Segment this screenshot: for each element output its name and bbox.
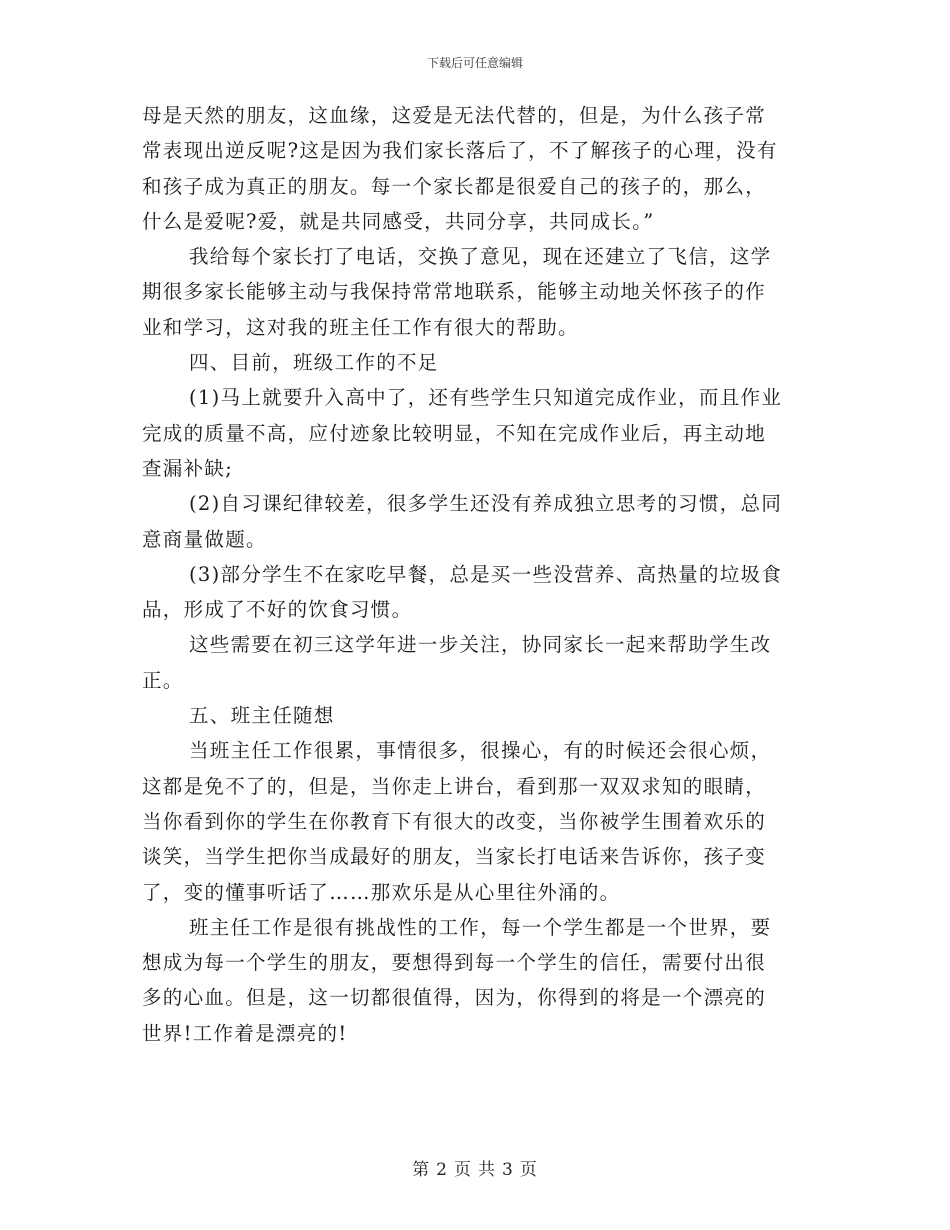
text-line: 这都是免不了的，但是，当你走上讲台，看到那一双双求知的眼睛， <box>142 774 767 798</box>
text-line: 业和学习，这对我的班主任工作有很大的帮助。 <box>142 315 579 339</box>
footer-prefix: 第 <box>412 1160 431 1180</box>
page-header: 下载后可任意编辑 <box>426 56 523 70</box>
text-line: 世界!工作着是漂亮的! <box>142 1021 348 1045</box>
text-line: 什么是爱呢?爱，就是共同感受，共同分享，共同成长。” <box>142 209 655 233</box>
text-line: 四、目前，班级工作的不足 <box>189 351 439 375</box>
current-page-number: 2 <box>436 1160 448 1180</box>
text-line: 当班主任工作很累，事情很多，很操心，有的时候还会很心烦， <box>189 739 772 763</box>
text-line: 母是天然的朋友，这血缘，这爱是无法代替的，但是，为什么孩子常 <box>142 104 767 127</box>
text-line: 期很多家长能够主动与我保持常常地联系，能够主动地关怀孩子的作 <box>142 280 767 304</box>
text-line: 品，形成了不好的饮食习惯。 <box>142 598 413 622</box>
footer-page-word: 页 <box>454 1160 472 1180</box>
text-line: 了，变的懂事听话了……那欢乐是从心里往外涌的。 <box>142 880 621 904</box>
text-line: 常表现出逆反呢?这是因为我们家长落后了，不了解孩子的心理，没有 <box>142 139 778 163</box>
text-line: 正。 <box>142 668 184 692</box>
document-body <box>142 98 812 1051</box>
page-footer <box>0 1155 950 1180</box>
text-line: 谈笑，当学生把你当成最好的朋友，当家长打电话来告诉你，孩子变 <box>142 845 767 869</box>
text-line: 查漏补缺; <box>142 456 234 480</box>
text-line: (1)马上就要升入高中了，还有些学生只知道完成作业，而且作业 <box>189 386 783 410</box>
text-line: 意商量做题。 <box>142 527 267 551</box>
text-line: 这些需要在初三这学年进一步关注，协同家长一起来帮助学生改 <box>189 633 772 657</box>
footer-total-word: 共 <box>478 1160 496 1180</box>
text-line: 我给每个家长打了电话，交换了意见，现在还建立了飞信，这学 <box>189 245 772 269</box>
text-line: 五、班主任随想 <box>189 704 335 728</box>
total-pages-number: 3 <box>502 1160 514 1180</box>
text-line: 完成的质量不高，应付迹象比较明显，不知在完成作业后，再主动地 <box>142 421 767 445</box>
text-line: 想成为每一个学生的朋友，要想得到每一个学生的信任，需要付出很 <box>142 951 767 975</box>
text-line: 班主任工作是很有挑战性的工作，每一个学生都是一个世界，要 <box>189 915 772 939</box>
text-line: 和孩子成为真正的朋友。每一个家长都是很爱自己的孩子的，那么， <box>142 174 767 198</box>
text-line: (2)自习课纪律较差，很多学生还没有养成独立思考的习惯，总同 <box>189 492 783 516</box>
text-line: (3)部分学生不在家吃早餐，总是买一些没营养、高热量的垃圾食 <box>189 562 783 586</box>
text-line: 多的心血。但是，这一切都很值得，因为，你得到的将是一个漂亮的 <box>142 986 767 1010</box>
footer-suffix: 页 <box>519 1160 538 1180</box>
text-line: 当你看到你的学生在你教育下有很大的改变，当你被学生围着欢乐的 <box>142 809 767 833</box>
